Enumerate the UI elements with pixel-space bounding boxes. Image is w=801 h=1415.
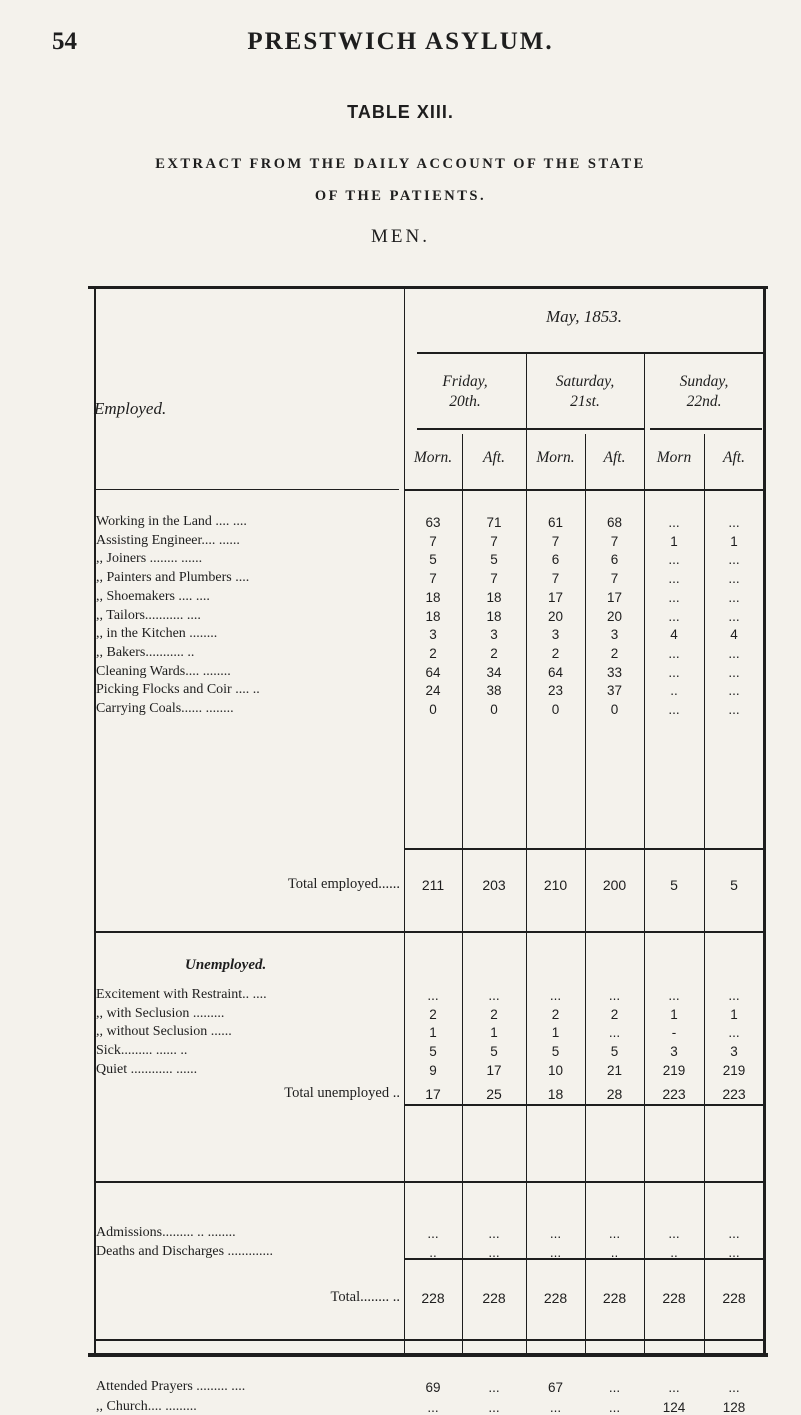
unemployed-row-cell: ... xyxy=(608,988,621,1003)
unemployed-row-cell: 21 xyxy=(606,1062,623,1078)
total-employed-cell: 200 xyxy=(602,877,627,893)
employed-row-label: ,, in the Kitchen ........ xyxy=(96,626,218,642)
employed-row-cell: ... xyxy=(728,702,740,717)
employed-row-cell: 4 xyxy=(670,627,678,643)
employed-row-cell: 2 xyxy=(610,645,619,661)
unemployed-row-cell: ... xyxy=(608,1025,621,1041)
employed-row-cell: ... xyxy=(668,515,680,530)
unemployed-section-rule xyxy=(94,1181,764,1183)
movement-row-label: Deaths and Discharges ............. xyxy=(96,1244,274,1259)
employed-row-label: ,, Painters and Plumbers .... xyxy=(96,570,250,586)
employed-row-cell: 3 xyxy=(551,627,560,643)
worship-row-cell: ... xyxy=(488,1400,500,1415)
unemployed-row-cell: 1 xyxy=(490,1025,498,1041)
employed-row-cell: 68 xyxy=(606,515,623,530)
period-header: Aft. xyxy=(483,449,505,466)
worship-row-cell: ... xyxy=(668,1380,680,1395)
employed-row-cell: ... xyxy=(668,664,680,680)
unemployed-row-label: ,, with Seclusion ......... xyxy=(96,1005,225,1021)
worship-row-cell: 69 xyxy=(425,1380,441,1395)
employed-row-cell: ... xyxy=(728,664,740,680)
total-unemployed-cell: 17 xyxy=(425,1086,441,1102)
total-unemployed-cell: 18 xyxy=(547,1086,564,1102)
unemployed-heading: Unemployed. xyxy=(185,957,267,973)
employed-row-cell: ... xyxy=(668,608,680,624)
employed-row-label: Carrying Coals...... ........ xyxy=(96,701,234,716)
total-employed-label: Total employed...... xyxy=(287,876,400,892)
unemployed-row-cell: 2 xyxy=(490,1006,498,1022)
employed-row-cell: 3 xyxy=(490,627,498,643)
employed-row-cell: ... xyxy=(668,571,680,587)
sunday-day: Sunday, xyxy=(679,373,729,390)
employed-row-label: ,, Bakers........... .. xyxy=(96,644,195,660)
unemployed-row-cell: 5 xyxy=(490,1044,498,1060)
page-number: 54 xyxy=(52,28,77,55)
unemployed-row-cell: 5 xyxy=(610,1044,619,1060)
employed-row-cell: 24 xyxy=(425,683,441,699)
worship-row-cell: ... xyxy=(488,1380,500,1395)
employed-row-cell: 17 xyxy=(606,589,623,605)
total-unemployed-cell: 25 xyxy=(486,1086,502,1102)
employed-row-cell: ... xyxy=(728,515,740,530)
grand-total-cell: 228 xyxy=(482,1290,506,1306)
employed-row-cell: 20 xyxy=(547,608,564,624)
employed-row-label: ,, Shoemakers .... .... xyxy=(96,588,210,604)
unemployed-row-cell: 219 xyxy=(662,1062,686,1078)
employed-row-cell: 63 xyxy=(425,515,441,530)
period-header: Morn. xyxy=(413,449,453,466)
employed-row-cell: 6 xyxy=(610,552,619,568)
worship-row-cell: 67 xyxy=(547,1380,564,1395)
worship-row-cell: ... xyxy=(549,1400,562,1415)
unemployed-row-cell: 17 xyxy=(486,1062,502,1078)
employed-row-cell: 33 xyxy=(606,664,623,680)
employed-header: Employed. xyxy=(94,399,167,418)
table-title: TABLE XIII. xyxy=(347,102,454,122)
employed-row-cell: ... xyxy=(728,645,740,661)
unemployed-row-cell: - xyxy=(671,1025,677,1041)
employed-row-cell: 7 xyxy=(551,533,560,549)
employed-row-cell: 7 xyxy=(490,571,498,587)
employed-row-cell: 1 xyxy=(730,533,738,549)
employed-row-cell: 0 xyxy=(429,702,437,717)
grand-total-section-rule xyxy=(94,1339,764,1341)
employed-row-cell: 38 xyxy=(486,683,502,699)
employed-row-cell: 20 xyxy=(606,608,623,624)
unemployed-row-cell: ... xyxy=(728,988,740,1003)
employed-row-cell: ... xyxy=(668,702,680,717)
unemployed-row-cell: 1 xyxy=(429,1025,437,1041)
unemployed-row-cell: 2 xyxy=(429,1006,437,1022)
unemployed-row-cell: ... xyxy=(549,988,562,1003)
employed-row-cell: 34 xyxy=(486,664,502,680)
employed-row-cell: 7 xyxy=(551,571,560,587)
total-employed-cell: 5 xyxy=(730,877,738,893)
header-bottom-rule xyxy=(94,489,399,490)
employed-row-cell: 64 xyxy=(425,664,441,680)
employed-row-cell: 18 xyxy=(425,589,441,605)
unemployed-row-label: Quiet ............ ...... xyxy=(96,1061,198,1077)
table-bottom-rule xyxy=(88,1353,768,1357)
employed-row-label: ,, Joiners ........ ...... xyxy=(96,551,203,567)
unemployed-row-cell: 5 xyxy=(551,1044,560,1060)
period-header: Morn xyxy=(656,449,692,466)
unemployed-row-cell: ... xyxy=(668,988,680,1003)
total-employed-cell: 203 xyxy=(482,877,506,893)
grand-total-cell: 228 xyxy=(722,1290,746,1306)
unemployed-row-cell: 1 xyxy=(670,1006,678,1022)
unemployed-row-cell: 10 xyxy=(547,1062,564,1078)
employed-row-cell: 7 xyxy=(429,571,437,587)
table-subtitle-line-2: OF THE PATIENTS. xyxy=(314,188,487,204)
grand-total-cell: 228 xyxy=(543,1290,568,1306)
employed-row-cell: 64 xyxy=(547,664,564,680)
employed-row-label: Cleaning Wards.... ........ xyxy=(96,663,231,679)
employed-row-cell: 7 xyxy=(610,571,619,587)
unemployed-row-cell: 5 xyxy=(429,1044,437,1060)
employed-row-label: Picking Flocks and Coir .... .. xyxy=(96,682,260,698)
total-employed-cell: 5 xyxy=(670,877,678,893)
employed-row-cell: 7 xyxy=(490,533,498,549)
employed-row-cell: 6 xyxy=(551,552,560,568)
table-top-rule xyxy=(88,286,768,289)
friday-date: 20th. xyxy=(449,393,481,410)
employed-row-cell: 18 xyxy=(486,589,502,605)
total-employed-cell: 211 xyxy=(421,877,445,893)
movement-row-cell: ... xyxy=(488,1226,500,1241)
unemployed-row-cell: ... xyxy=(488,988,500,1003)
saturday-date: 21st. xyxy=(570,393,600,410)
movement-row-cell: ... xyxy=(728,1226,740,1241)
employed-row-cell: ... xyxy=(668,552,680,568)
unemployed-row-cell: 1 xyxy=(730,1006,738,1022)
worship-row-label: Attended Prayers ......... .... xyxy=(96,1379,246,1394)
employed-row-cell: 4 xyxy=(730,627,738,643)
employed-row-cell: 37 xyxy=(606,683,623,699)
employed-row-cell: 7 xyxy=(610,533,619,549)
employed-row-cell: 23 xyxy=(547,683,564,699)
grand-total-cell: 228 xyxy=(662,1290,686,1306)
employed-row-cell: ... xyxy=(668,589,680,605)
unemployed-row-cell: 3 xyxy=(730,1044,738,1060)
unemployed-row-cell: ... xyxy=(427,988,439,1003)
period-header: Aft. xyxy=(723,449,745,466)
month-header: May, 1853. xyxy=(545,307,623,326)
friday-day: Friday, xyxy=(442,373,488,390)
section-title: MEN. xyxy=(371,226,430,247)
grand-total-cell: 228 xyxy=(602,1290,627,1306)
header-bottom-rule-data xyxy=(404,489,764,491)
employed-row-cell: 18 xyxy=(425,608,441,624)
employed-row-label: ,, Tailors........... .... xyxy=(96,607,201,623)
employed-row-cell: 71 xyxy=(486,515,502,530)
employed-row-cell: 5 xyxy=(429,552,437,568)
employed-row-cell: 1 xyxy=(670,533,678,549)
unemployed-row-cell: 1 xyxy=(551,1025,560,1041)
employed-row-cell: ... xyxy=(728,683,740,699)
employed-row-cell: 17 xyxy=(547,589,564,605)
employed-row-cell: ... xyxy=(728,608,740,624)
unemployed-total-rule xyxy=(404,1104,764,1106)
worship-row-label: ,, Church.... ......... xyxy=(96,1399,197,1414)
left-border xyxy=(94,286,96,1354)
patients-table xyxy=(94,286,768,1415)
worship-row-cell: ... xyxy=(427,1400,439,1415)
employed-row-cell: 0 xyxy=(551,702,560,717)
employed-row-cell: ... xyxy=(728,571,740,587)
employed-row-cell: 7 xyxy=(429,533,437,549)
employed-row-cell: .. xyxy=(670,683,678,699)
total-unemployed-cell: 28 xyxy=(606,1086,623,1102)
movement-row-cell: .. xyxy=(610,1245,619,1260)
worship-row-cell: ... xyxy=(608,1400,621,1415)
sunday-date: 22nd. xyxy=(686,393,722,410)
movement-row-cell: ... xyxy=(608,1226,621,1241)
employed-row-cell: 2 xyxy=(490,645,498,661)
unemployed-row-cell: 219 xyxy=(722,1062,746,1078)
employed-row-cell: 3 xyxy=(610,627,619,643)
employed-row-cell: 61 xyxy=(547,515,564,530)
employed-row-cell: 0 xyxy=(610,702,619,717)
unemployed-row-cell: ... xyxy=(728,1025,740,1041)
movement-row-cell: ... xyxy=(488,1245,500,1260)
running-title: PRESTWICH ASYLUM. xyxy=(247,28,554,55)
employed-row-cell: 3 xyxy=(429,627,437,643)
worship-row-cell: 128 xyxy=(722,1400,746,1415)
total-unemployed-cell: 223 xyxy=(662,1086,686,1102)
header-rule-sunday xyxy=(650,428,762,430)
unemployed-row-cell: 9 xyxy=(429,1062,437,1078)
unemployed-row-cell: 2 xyxy=(610,1006,619,1022)
unemployed-row-label: ,, without Seclusion ...... xyxy=(96,1024,232,1040)
movement-row-cell: .. xyxy=(670,1245,678,1260)
movement-row-cell: ... xyxy=(427,1226,439,1241)
employed-total-rule xyxy=(404,848,764,850)
unemployed-row-cell: 2 xyxy=(551,1006,560,1022)
employed-row-cell: 5 xyxy=(490,552,498,568)
employed-row-cell: ... xyxy=(728,552,740,568)
employed-section-rule xyxy=(94,931,764,933)
header-rule-month xyxy=(417,352,765,354)
total-unemployed-label: Total unemployed .. xyxy=(284,1085,400,1101)
movement-row-label: Admissions......... .. ........ xyxy=(96,1225,236,1240)
employed-row-cell: 18 xyxy=(486,608,502,624)
employed-row-cell: ... xyxy=(728,589,740,605)
worship-row-cell: ... xyxy=(608,1380,621,1395)
right-border xyxy=(763,286,766,1354)
label-column-divider xyxy=(404,286,405,1354)
worship-row-cell: 124 xyxy=(662,1400,686,1415)
movement-row-cell: ... xyxy=(549,1245,562,1260)
running-head xyxy=(0,28,801,64)
unemployed-row-label: Excitement with Restraint.. .... xyxy=(96,987,267,1002)
employed-row-cell: 2 xyxy=(551,645,560,661)
movement-row-cell: ... xyxy=(728,1245,740,1260)
employed-row-cell: 2 xyxy=(429,645,437,661)
header-rule-friday xyxy=(417,428,532,430)
grand-total-label: Total........ .. xyxy=(330,1289,400,1305)
employed-row-cell: 0 xyxy=(490,702,498,717)
worship-row-cell: ... xyxy=(728,1380,740,1395)
employed-row-cell: ... xyxy=(668,645,680,661)
period-header: Aft. xyxy=(603,449,626,466)
period-header: Morn. xyxy=(536,449,575,466)
total-employed-cell: 210 xyxy=(543,877,568,893)
unemployed-row-label: Sick......... ...... .. xyxy=(96,1043,188,1059)
employed-row-label: Assisting Engineer.... ...... xyxy=(96,532,240,548)
grand-total-cell: 228 xyxy=(421,1290,445,1306)
total-unemployed-cell: 223 xyxy=(722,1086,746,1102)
unemployed-row-cell: 3 xyxy=(670,1044,678,1060)
movement-row-cell: .. xyxy=(429,1245,437,1260)
saturday-day: Saturday, xyxy=(555,373,615,390)
header-rule-saturday xyxy=(532,428,644,430)
employed-row-label: Working in the Land .... .... xyxy=(96,514,247,529)
table-subtitle-line-1: EXTRACT FROM THE DAILY ACCOUNT OF THE STATE xyxy=(155,156,646,172)
movement-row-cell: ... xyxy=(668,1226,680,1241)
movement-row-cell: ... xyxy=(549,1226,562,1241)
